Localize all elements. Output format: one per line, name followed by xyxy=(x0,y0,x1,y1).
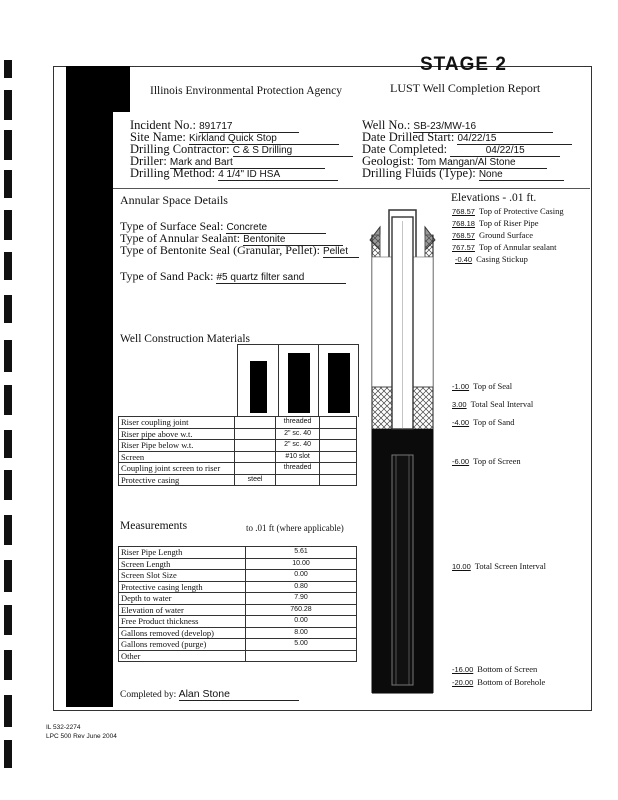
bentonite-seal-field xyxy=(120,243,359,258)
drilling-method-value: 4 1/4" ID HSA xyxy=(218,169,338,181)
annular-sealant-label: Type of Annular Sealant: xyxy=(120,231,241,245)
measurement-row xyxy=(119,650,357,662)
report-title: LUST Well Completion Report xyxy=(390,81,541,95)
measurement-label: Gallons removed (develop) xyxy=(119,627,246,639)
surface-seal-fill xyxy=(372,235,380,257)
measurement-value: 5.61 xyxy=(246,547,357,559)
scan-mark xyxy=(4,90,12,120)
scan-mark xyxy=(4,295,12,323)
depth-item xyxy=(452,561,546,571)
geologist-value: Tom Mangan/Al Stone xyxy=(417,157,547,169)
materials-table xyxy=(118,416,357,486)
measurements-note: to .01 ft (where applicable) xyxy=(246,523,344,533)
materials-col2-cell xyxy=(276,474,319,486)
materials-row xyxy=(119,463,357,475)
scan-mark xyxy=(4,130,12,160)
elevation-label: Ground Surface xyxy=(478,230,534,240)
depth-label: Bottom of Screen xyxy=(477,664,538,674)
sand-pack-value: #5 quartz filter sand xyxy=(216,272,346,284)
materials-col2-cell: threaded xyxy=(276,417,319,429)
measurement-row xyxy=(119,558,357,570)
measurement-row xyxy=(119,581,357,593)
drilling-contractor-label: Drilling Contractor: xyxy=(130,142,230,156)
materials-col3-cell xyxy=(319,463,356,475)
measurement-value: 0.80 xyxy=(246,581,357,593)
elevation-label: Casing Stickup xyxy=(476,254,528,264)
elevation-item xyxy=(452,242,557,252)
geologist-label: Geologist: xyxy=(362,154,415,168)
scan-mark xyxy=(4,170,12,198)
elevation-value: 768.57 xyxy=(452,207,475,216)
bentonite-seal-label: Type of Bentonite Seal (Granular, Pellet): xyxy=(120,243,320,257)
depth-label: Total Screen Interval xyxy=(474,561,546,571)
depth-value: -20.00 xyxy=(452,678,474,687)
drilling-contractor-value: C & S Drilling xyxy=(233,145,353,157)
measurement-label: Screen Length xyxy=(119,558,246,570)
materials-col3-cell xyxy=(319,451,356,463)
scan-mark xyxy=(4,385,12,415)
form-revision: LPC 500 Rev June 2004 xyxy=(46,733,117,740)
depth-item xyxy=(452,664,537,674)
depth-item xyxy=(452,381,512,391)
depth-label: Total Seal Interval xyxy=(470,399,534,409)
depth-label: Bottom of Borehole xyxy=(477,677,546,687)
depth-item xyxy=(452,417,515,427)
scan-mark xyxy=(4,650,12,680)
drilling-method-field xyxy=(130,166,338,181)
materials-label-cell: Screen xyxy=(119,451,235,463)
material-swatch-redacted xyxy=(328,353,350,413)
elevation-label: Top of Protective Casing xyxy=(478,206,564,216)
site-name-label: Site Name: xyxy=(130,130,186,144)
measurement-value: 0.00 xyxy=(246,616,357,628)
material-swatch-area xyxy=(237,344,359,417)
materials-row xyxy=(119,474,357,486)
measurement-value xyxy=(246,650,357,662)
measurement-label: Riser Pipe Length xyxy=(119,547,246,559)
materials-col1-cell xyxy=(234,440,276,452)
measurement-label: Free Product thickness xyxy=(119,616,246,628)
drilling-fluids-label: Drilling Fluids (Type): xyxy=(362,166,476,180)
measurement-label: Gallons removed (purge) xyxy=(119,639,246,651)
measurement-value: 10.00 xyxy=(246,558,357,570)
materials-col1-cell xyxy=(234,463,276,475)
material-swatch-redacted xyxy=(288,353,310,413)
surface-seal-fill xyxy=(425,235,433,257)
materials-label-cell: Riser Pipe below w.t. xyxy=(119,440,235,452)
redaction-block xyxy=(66,66,130,112)
bentonite-seal xyxy=(413,387,433,429)
depth-value: -6.00 xyxy=(452,457,470,466)
measurement-label: Screen Slot Size xyxy=(119,570,246,582)
materials-label-cell: Riser pipe above w.t. xyxy=(119,428,235,440)
materials-col1-cell xyxy=(234,451,276,463)
drilling-fluids-field xyxy=(362,166,564,181)
elevation-label: Top of Annular sealant xyxy=(478,242,557,252)
scan-mark xyxy=(4,740,12,768)
measurement-row xyxy=(119,570,357,582)
well-screen xyxy=(392,455,413,685)
scan-mark xyxy=(4,605,12,635)
completed-by-field xyxy=(120,688,299,701)
materials-col1-cell xyxy=(234,428,276,440)
materials-col2-cell: 2" sc. 40 xyxy=(276,428,319,440)
measurement-value: 7.90 xyxy=(246,593,357,605)
well-no-value: SB-23/MW-16 xyxy=(413,121,553,133)
depth-value: -1.00 xyxy=(452,382,470,391)
depth-item xyxy=(452,677,545,687)
elevation-item xyxy=(452,206,564,216)
materials-row xyxy=(119,417,357,429)
materials-col3-cell xyxy=(319,440,356,452)
depth-label: Top of Sand xyxy=(473,417,515,427)
materials-col1-cell xyxy=(234,417,276,429)
measurement-label: Protective casing length xyxy=(119,581,246,593)
materials-row xyxy=(119,440,357,452)
materials-label-cell: Coupling joint screen to riser xyxy=(119,463,235,475)
depth-value: -4.00 xyxy=(452,418,470,427)
site-name-value: Kirkland Quick Stop xyxy=(189,133,339,145)
measurement-value: 5.00 xyxy=(246,639,357,651)
annular-heading: Annular Space Details xyxy=(120,193,228,207)
scan-mark xyxy=(4,252,12,280)
elevation-value: 768.18 xyxy=(452,219,475,228)
driller-value: Mark and Bart xyxy=(170,157,325,169)
materials-label-cell: Protective casing xyxy=(119,474,235,486)
surface-seal-value: Concrete xyxy=(226,222,326,234)
measurement-row xyxy=(119,639,357,651)
materials-row xyxy=(119,451,357,463)
well-no-label: Well No.: xyxy=(362,118,411,132)
materials-col1-cell: steel xyxy=(234,474,276,486)
measurements-table xyxy=(118,546,357,662)
date-drilled-start-label: Date Drilled Start: xyxy=(362,130,455,144)
agency-name: Illinois Environmental Protection Agency xyxy=(150,85,342,97)
measurement-label: Depth to water xyxy=(119,593,246,605)
depth-label: Top of Seal xyxy=(473,381,513,391)
measurement-row xyxy=(119,604,357,616)
redaction-block xyxy=(66,112,113,707)
section-divider xyxy=(113,188,590,189)
bentonite-seal xyxy=(372,387,392,429)
depth-value: 3.00 xyxy=(452,400,467,409)
measurement-row xyxy=(119,547,357,559)
date-drilled-start-value: 04/22/15 xyxy=(457,133,572,145)
form-number: IL 532-2274 xyxy=(46,724,81,731)
elevation-value: -0.40 xyxy=(455,255,473,264)
elevation-item xyxy=(452,230,533,240)
depth-item xyxy=(452,399,533,409)
elevation-item xyxy=(455,254,528,264)
completed-by-value: Alan Stone xyxy=(179,688,299,701)
measurement-label: Other xyxy=(119,650,246,662)
materials-heading: Well Construction Materials xyxy=(120,333,251,345)
measurement-value: 8.00 xyxy=(246,627,357,639)
date-completed-value: 04/22/15 xyxy=(450,145,560,157)
incident-no-value: 891717 xyxy=(199,121,299,133)
measurement-row xyxy=(119,627,357,639)
depth-value: -16.00 xyxy=(452,665,474,674)
scan-mark xyxy=(4,695,12,727)
depth-item xyxy=(452,456,521,466)
measurement-row xyxy=(119,616,357,628)
driller-label: Driller: xyxy=(130,154,167,168)
depth-value: 10.00 xyxy=(452,562,471,571)
measurement-label: Elevation of water xyxy=(119,604,246,616)
measurements-heading: Measurements xyxy=(120,520,188,532)
measurement-value: 760.28 xyxy=(246,604,357,616)
elevation-item xyxy=(452,218,539,228)
scan-mark xyxy=(4,560,12,592)
bentonite-seal-value: Pellet xyxy=(323,246,359,258)
materials-label-cell: Riser coupling joint xyxy=(119,417,235,429)
materials-col2-cell: #10 slot xyxy=(276,451,319,463)
scan-mark xyxy=(4,430,12,458)
materials-col3-cell xyxy=(319,474,356,486)
surface-seal-label: Type of Surface Seal: xyxy=(120,219,224,233)
materials-col2-cell: 2" sc. 40 xyxy=(276,440,319,452)
materials-col3-cell xyxy=(319,428,356,440)
sand-pack-label: Type of Sand Pack: xyxy=(120,269,214,283)
completed-by-label: Completed by: xyxy=(120,690,177,700)
materials-row xyxy=(119,428,357,440)
elevation-label: Top of Riser Pipe xyxy=(478,218,539,228)
annular-sealant-value: Bentonite xyxy=(243,234,343,246)
materials-col3-cell xyxy=(319,417,356,429)
scan-mark xyxy=(4,60,12,78)
elevations-heading: Elevations - .01 ft. xyxy=(451,192,537,204)
scan-mark xyxy=(4,210,12,240)
materials-col2-cell: threaded xyxy=(276,463,319,475)
scan-mark xyxy=(4,340,12,372)
date-completed-label: Date Completed: xyxy=(362,142,448,156)
scan-mark xyxy=(4,515,12,545)
elevation-value: 768.57 xyxy=(452,231,475,240)
incident-no-label: Incident No.: xyxy=(130,118,196,132)
measurement-value: 0.00 xyxy=(246,570,357,582)
drilling-fluids-value: None xyxy=(479,169,564,181)
well-diagram xyxy=(360,205,450,700)
material-swatch-redacted xyxy=(250,361,267,413)
measurement-row xyxy=(119,593,357,605)
depth-label: Top of Screen xyxy=(473,456,521,466)
scan-mark xyxy=(4,470,12,500)
elevation-value: 767.57 xyxy=(452,243,475,252)
drilling-method-label: Drilling Method: xyxy=(130,166,216,180)
stage-stamp: STAGE 2 xyxy=(420,54,507,75)
sand-pack-field xyxy=(120,269,346,284)
